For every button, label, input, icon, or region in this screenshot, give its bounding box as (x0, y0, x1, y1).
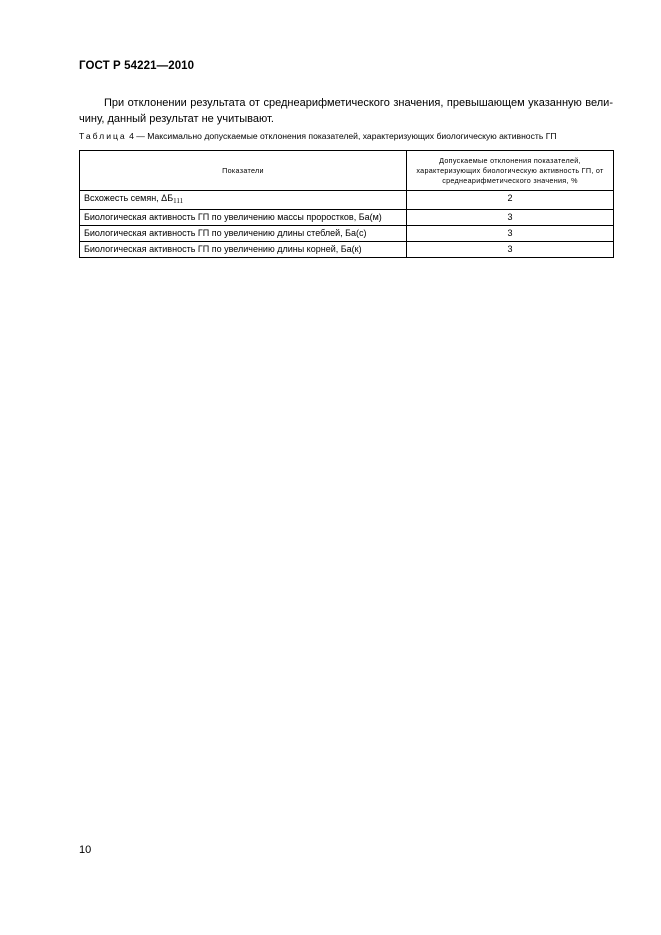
table-row (80, 191, 614, 210)
table-row (80, 210, 614, 226)
row-value: 3 (407, 226, 614, 242)
table-header-row (80, 151, 614, 191)
paragraph-line-2: чину, данный результат не учитывают. (79, 113, 274, 125)
table-row (80, 242, 614, 258)
row-name (80, 191, 407, 210)
document-header: ГОСТ Р 54221—2010 (79, 60, 195, 72)
page-number: 10 (79, 844, 92, 856)
row-name: Биологическая активность ГП по увеличению длины корней, Ба(к) (80, 242, 407, 258)
row-value: 3 (407, 210, 614, 226)
row-name: Биологическая активность ГП по увеличению массы проростков, Ба(м) (80, 210, 407, 226)
row-value: 3 (407, 242, 614, 258)
row-name: Биологическая активность ГП по увеличению длины стеблей, Ба(с) (80, 226, 407, 242)
row-name-subscript: 111 (173, 197, 184, 205)
table-row (80, 226, 614, 242)
table-caption-word: Таблица (79, 131, 127, 141)
row-value: 2 (407, 191, 614, 210)
table-caption-number: 4 (129, 131, 134, 141)
row-name-text: Всхожесть семян, ΔБ (84, 193, 174, 203)
column-header-deviation: Допускаемые отклонения показателей, характеризующих биологическую активность ГП, от среднеарифметического значения, % (407, 151, 614, 191)
column-header-indicators: Показатели (80, 151, 407, 191)
table-caption (79, 131, 619, 141)
body-paragraph (79, 95, 613, 127)
table-caption-text: — Максимально допускаемые отклонения показателей, характеризующих биологическую активность ГП (136, 131, 557, 141)
paragraph-line-1: При отклонении результата от среднеарифметического значения, превышающем указанную вели- (104, 97, 613, 109)
deviation-table (79, 150, 614, 258)
